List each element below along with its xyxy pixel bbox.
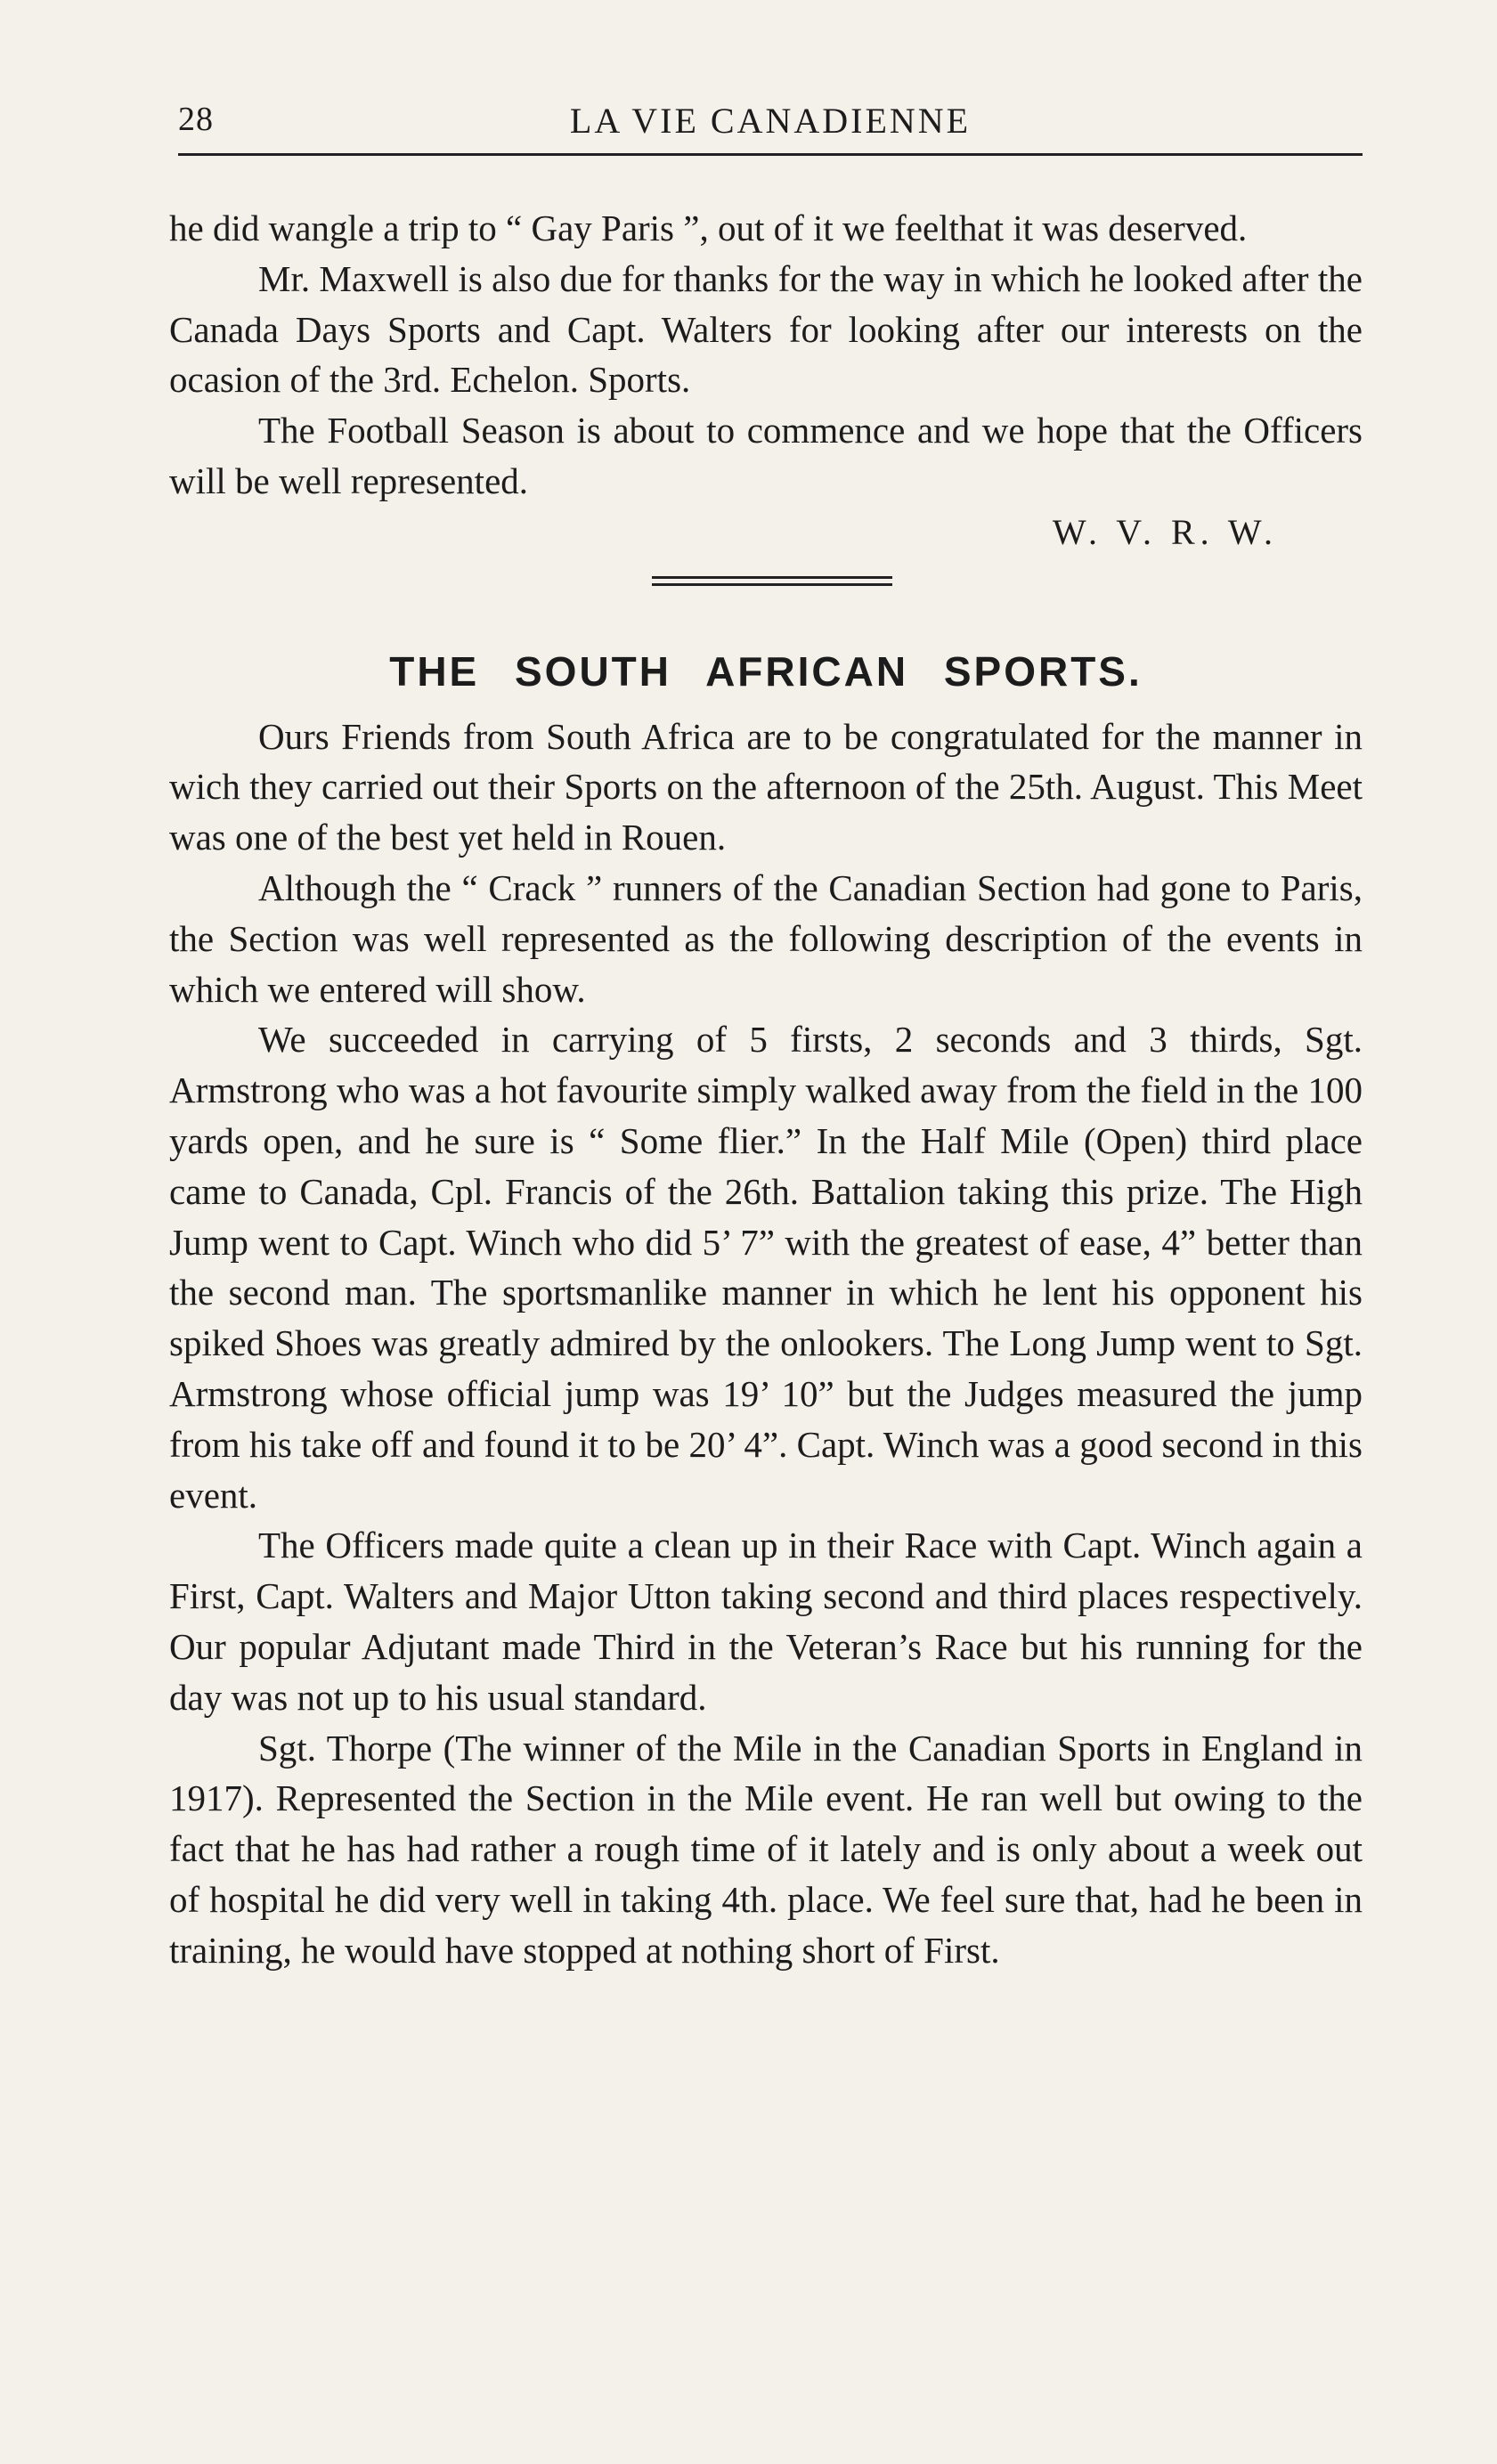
section-divider bbox=[652, 576, 892, 586]
paragraph: he did wangle a trip to “ Gay Paris ”, out of it we feelthat it was deserved. bbox=[169, 207, 1248, 248]
paragraph: Ours Friends from South Africa are to be congratulated for the manner in wich they carried out their Sports on the afternoon of the 25th. August. This Meet was one of the best yet held in Rouen. bbox=[169, 715, 1363, 858]
paragraph: Although the “ Crack ” runners of the Canadian Section had gone to Paris, the Section was well represented as the following description of the events in which we entered will show. bbox=[169, 866, 1363, 1010]
paragraph: Mr. Maxwell is also due for thanks for the way in which he looked after the Canada Days Sports and Capt. Walters for looking after our interests on the ocasion of the 3rd. Echelon. Sports. bbox=[169, 257, 1363, 401]
paragraph: We succeeded in carrying of 5 firsts, 2 seconds and 3 thirds, Sgt. Armstrong who was a hot favourite simply walked away from the field in the 100 yards open, and he sure is “ Some flier.” In the Half Mile (Open) third place came to Canada, Cpl. Francis of the 26th. Battalion taking this prize. The High Jump went to Capt. Winch who did 5’ 7” with the greatest of ease, 4” better than the second man. The sportsmanlike manner in which he lent his opponent his spiked Shoes was greatly admired by the onlookers. The Long Jump went to Sgt. Armstrong whose official jump was 19’ 10” but the Judges measured the jump from his take off and found it to be 20’ 4”. Capt. Winch was a good second in this event. bbox=[169, 1019, 1363, 1516]
article-heading: THE SOUTH AFRICAN SPORTS. bbox=[389, 647, 1143, 695]
page-header bbox=[178, 100, 1363, 153]
paragraph: The Officers made quite a clean up in their Race with Capt. Winch again a First, Capt. Walters and Major Utton taking second and third places respectively. Our popular Adjutant made Third in the Veteran’s Race but his running for the day was not up to his usual standard. bbox=[169, 1525, 1363, 1718]
header-rule bbox=[178, 153, 1363, 156]
running-title: LA VIE CANADIENNE bbox=[569, 101, 972, 141]
paragraph: Sgt. Thorpe (The winner of the Mile in the Canadian Sports in England in 1917). Represented the Section in the Mile event. He ran well but owing to the fact that he has had rather a rough time of it lately and is only about a week out of hospital he did very well in taking 4th. place. We feel sure that, had he been in training, he would have stopped at nothing short of First. bbox=[169, 1727, 1363, 1971]
page-number: 28 bbox=[178, 101, 214, 138]
page-body bbox=[169, 203, 1363, 1976]
signature: W. V. R. W. bbox=[1052, 511, 1278, 552]
paragraph: The Football Season is about to commence and we hope that the Officers will be well represented. bbox=[169, 410, 1363, 501]
